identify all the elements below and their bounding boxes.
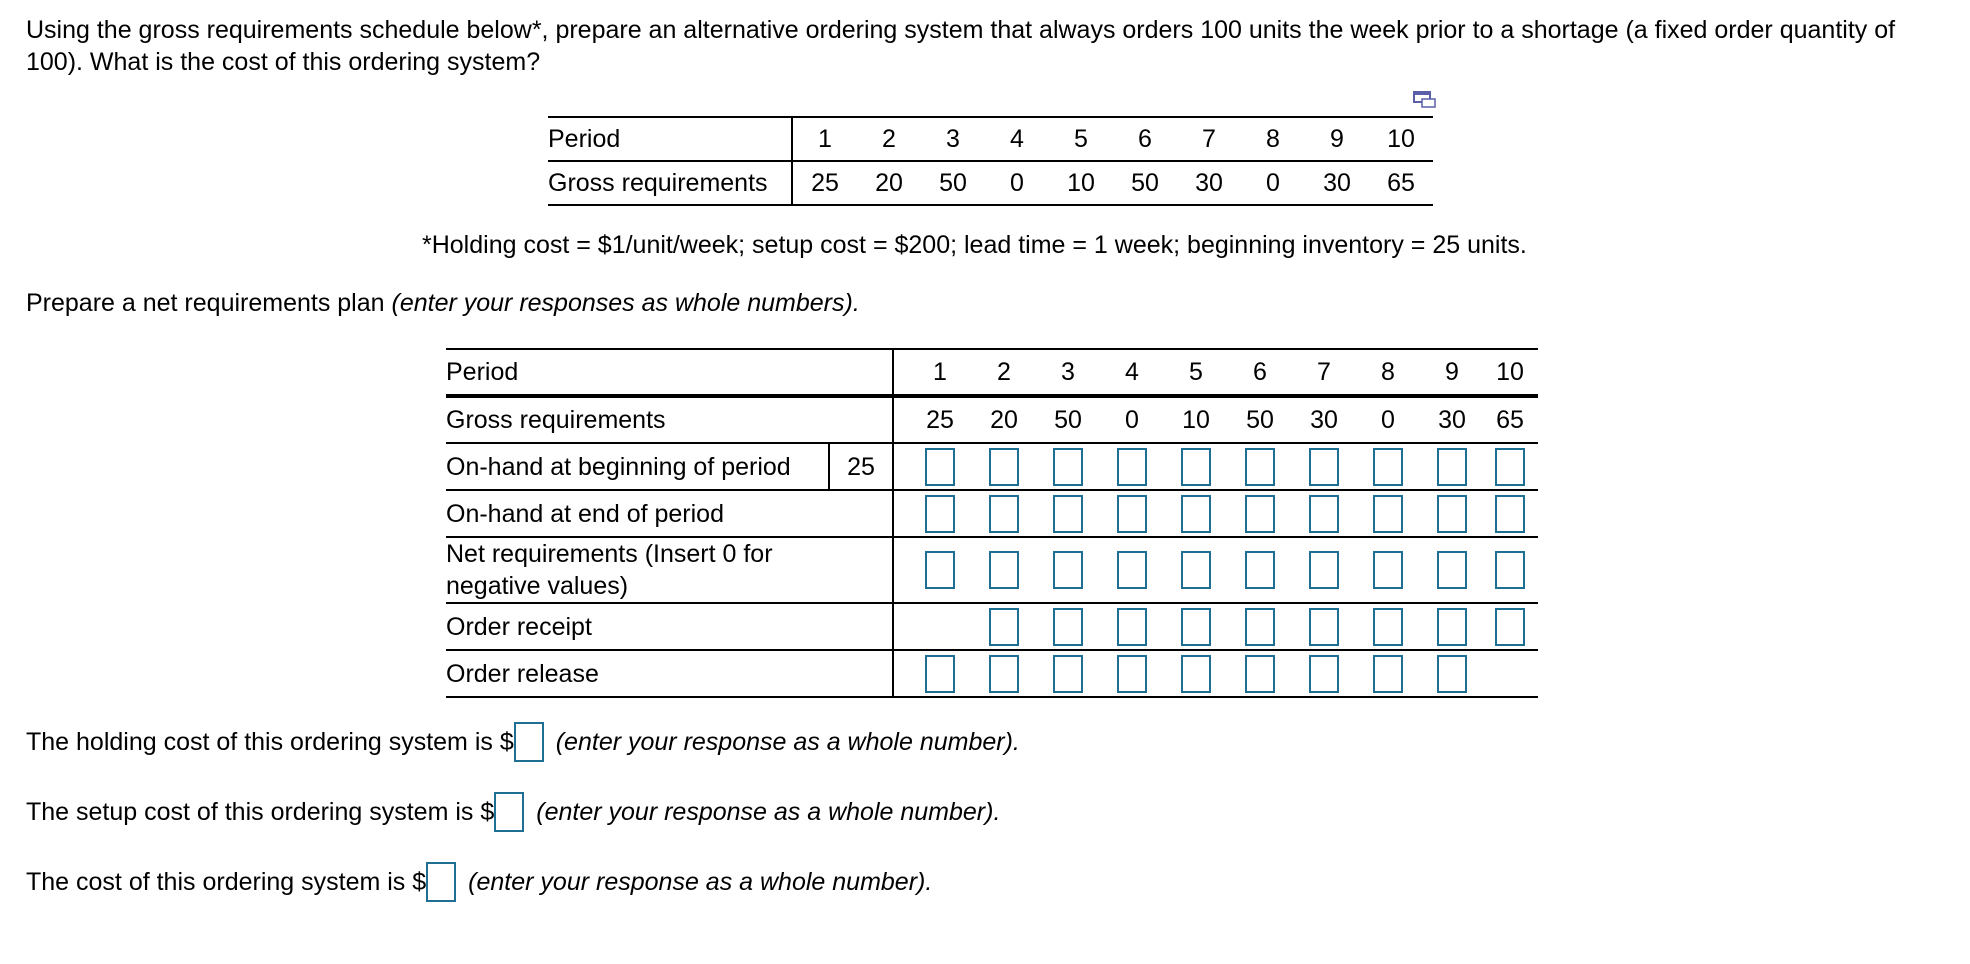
total-cost-hint: (enter your response as a whole number). (468, 867, 933, 896)
net-requirements-input[interactable] (925, 551, 955, 589)
plan-gross-cell: 20 (990, 405, 1018, 434)
gross-cell: 65 (1369, 161, 1433, 205)
gross-cell: 30 (1177, 161, 1241, 205)
plan-period-cell: 6 (1253, 357, 1267, 386)
plan-gross-cell: 30 (1438, 405, 1466, 434)
gross-cell: 0 (985, 161, 1049, 205)
net-requirements-plan (446, 348, 1538, 698)
total-cost-input[interactable] (426, 862, 456, 902)
plan-period-label: Period (446, 358, 519, 386)
on-hand-begin-input[interactable] (1495, 448, 1525, 486)
plan-receipt-label: Order receipt (446, 612, 592, 641)
plan-net-label (446, 538, 892, 602)
period-cell: 2 (857, 117, 921, 161)
order-release-input[interactable] (1117, 655, 1147, 693)
plan-gross-cell: 0 (1381, 405, 1395, 434)
net-requirements-text: Net requirements (Insert 0 for negative values) (446, 540, 773, 600)
plan-row-gross (446, 398, 1538, 444)
period-cell: 4 (985, 117, 1049, 161)
order-release-input[interactable] (925, 655, 955, 693)
on-hand-end-input[interactable] (1373, 495, 1403, 533)
order-release-input[interactable] (1437, 655, 1467, 693)
period-cell: 9 (1305, 117, 1369, 161)
net-requirements-input[interactable] (1309, 551, 1339, 589)
net-requirements-input[interactable] (1181, 551, 1211, 589)
plan-gross-cell: 30 (1310, 405, 1338, 434)
on-hand-begin-input[interactable] (1373, 448, 1403, 486)
period-cell: 5 (1049, 117, 1113, 161)
holding-cost-hint: (enter your response as a whole number). (555, 727, 1020, 756)
setup-cost-text: The setup cost of this ordering system is $ (26, 797, 495, 826)
plan-period-cell: 2 (997, 357, 1011, 386)
gross-cell: 30 (1305, 161, 1369, 205)
period-cell: 6 (1113, 117, 1177, 161)
table-row (548, 161, 1433, 205)
order-release-input[interactable] (1309, 655, 1339, 693)
order-receipt-input[interactable] (1117, 608, 1147, 646)
plan-row-on-hand-begin (446, 444, 1538, 491)
prepare-instruction (26, 289, 860, 318)
plan-row-order-release (446, 651, 1538, 698)
on-hand-end-input[interactable] (989, 495, 1019, 533)
holding-cost-text: The holding cost of this ordering system is $ (26, 727, 514, 756)
period-cell: 1 (792, 117, 857, 161)
setup-cost-hint: (enter your response as a whole number). (536, 797, 1001, 826)
gross-cell: 25 (792, 161, 857, 205)
order-receipt-input[interactable] (989, 608, 1019, 646)
net-requirements-input[interactable] (1373, 551, 1403, 589)
plan-gross-cell: 10 (1182, 405, 1210, 434)
plan-gross-label: Gross requirements (446, 406, 666, 434)
plan-period-cell: 8 (1381, 357, 1395, 386)
on-hand-end-input[interactable] (1437, 495, 1467, 533)
on-hand-begin-input[interactable] (1181, 448, 1211, 486)
on-hand-begin-input[interactable] (989, 448, 1019, 486)
question-text: Using the gross requirements schedule below*, prepare an alternative ordering system that always orders 100 units the week prior to a shortage (a fixed order quantity of 100). What is the cost of this ordering system? (26, 16, 1896, 76)
plan-period-cell: 1 (933, 357, 947, 386)
net-requirements-input[interactable] (1437, 551, 1467, 589)
period-header: Period (548, 117, 792, 161)
on-hand-begin-input[interactable] (1437, 448, 1467, 486)
plan-period-cell: 9 (1445, 357, 1459, 386)
plan-period-cell: 5 (1189, 357, 1203, 386)
plan-row-net-requirements (446, 538, 1538, 604)
on-hand-begin-input[interactable] (1053, 448, 1083, 486)
net-requirements-input[interactable] (1117, 551, 1147, 589)
on-hand-end-input[interactable] (1053, 495, 1083, 533)
on-hand-end-input[interactable] (1495, 495, 1525, 533)
order-receipt-input[interactable] (1495, 608, 1525, 646)
order-release-input[interactable] (989, 655, 1019, 693)
setup-cost-input[interactable] (494, 792, 524, 832)
plan-row-on-hand-end (446, 491, 1538, 538)
on-hand-end-input[interactable] (1245, 495, 1275, 533)
gross-cell: 50 (1113, 161, 1177, 205)
gross-cell: 20 (857, 161, 921, 205)
on-hand-end-input[interactable] (1309, 495, 1339, 533)
order-release-input[interactable] (1181, 655, 1211, 693)
order-receipt-input[interactable] (1053, 608, 1083, 646)
gross-cell: 10 (1049, 161, 1113, 205)
period-cell: 8 (1241, 117, 1305, 161)
order-release-input[interactable] (1373, 655, 1403, 693)
plan-row-period (446, 348, 1538, 398)
holding-cost-line (26, 722, 1020, 762)
order-receipt-input[interactable] (1245, 608, 1275, 646)
on-hand-end-input[interactable] (925, 495, 955, 533)
gross-requirements-table (548, 116, 1433, 206)
order-receipt-input[interactable] (1309, 608, 1339, 646)
order-receipt-input[interactable] (1181, 608, 1211, 646)
gross-cell: 50 (921, 161, 985, 205)
on-hand-end-input[interactable] (1181, 495, 1211, 533)
plan-gross-cell: 0 (1125, 405, 1139, 434)
net-requirements-input[interactable] (1245, 551, 1275, 589)
expand-window-icon[interactable] (1412, 90, 1438, 110)
footnote: *Holding cost = $1/unit/week; setup cost = $200; lead time = 1 week; beginning inventory = 25 units. (422, 231, 1527, 259)
beginning-inventory-value: 25 (828, 444, 892, 489)
total-cost-line (26, 862, 932, 902)
period-cell: 7 (1177, 117, 1241, 161)
plan-period-cell: 10 (1496, 357, 1524, 386)
period-cell: 10 (1369, 117, 1433, 161)
on-hand-begin-input[interactable] (1309, 448, 1339, 486)
plan-on-hand-begin-label (446, 444, 892, 489)
plan-row-order-receipt (446, 604, 1538, 651)
plan-gross-cell: 65 (1496, 405, 1524, 434)
total-cost-text: The cost of this ordering system is $ (26, 867, 427, 896)
holding-cost-input[interactable] (514, 722, 544, 762)
on-hand-end-input[interactable] (1117, 495, 1147, 533)
period-cell: 3 (921, 117, 985, 161)
plan-period-cell: 3 (1061, 357, 1075, 386)
prepare-hint: (enter your responses as whole numbers). (391, 289, 860, 317)
plan-release-label: Order release (446, 659, 599, 688)
gross-cell: 0 (1241, 161, 1305, 205)
net-requirements-input[interactable] (1495, 551, 1525, 589)
order-receipt-input[interactable] (1437, 608, 1467, 646)
order-release-input[interactable] (1245, 655, 1275, 693)
on-hand-begin-input[interactable] (1245, 448, 1275, 486)
plan-period-cell: 4 (1125, 357, 1139, 386)
plan-gross-cell: 50 (1246, 405, 1274, 434)
plan-period-cell: 7 (1317, 357, 1331, 386)
plan-on-hand-end-label: On-hand at end of period (446, 499, 724, 528)
on-hand-begin-input[interactable] (1117, 448, 1147, 486)
net-requirements-input[interactable] (1053, 551, 1083, 589)
on-hand-begin-text: On-hand at beginning of period (446, 452, 791, 481)
gross-requirements-header: Gross requirements (548, 161, 792, 205)
setup-cost-line (26, 792, 1000, 832)
prepare-text: Prepare a net requirements plan (26, 289, 392, 317)
plan-gross-cell: 25 (926, 405, 954, 434)
order-receipt-input[interactable] (1373, 608, 1403, 646)
table-row (548, 117, 1433, 161)
order-release-input[interactable] (1053, 655, 1083, 693)
on-hand-begin-input[interactable] (925, 448, 955, 486)
net-requirements-input[interactable] (989, 551, 1019, 589)
plan-gross-cell: 50 (1054, 405, 1082, 434)
